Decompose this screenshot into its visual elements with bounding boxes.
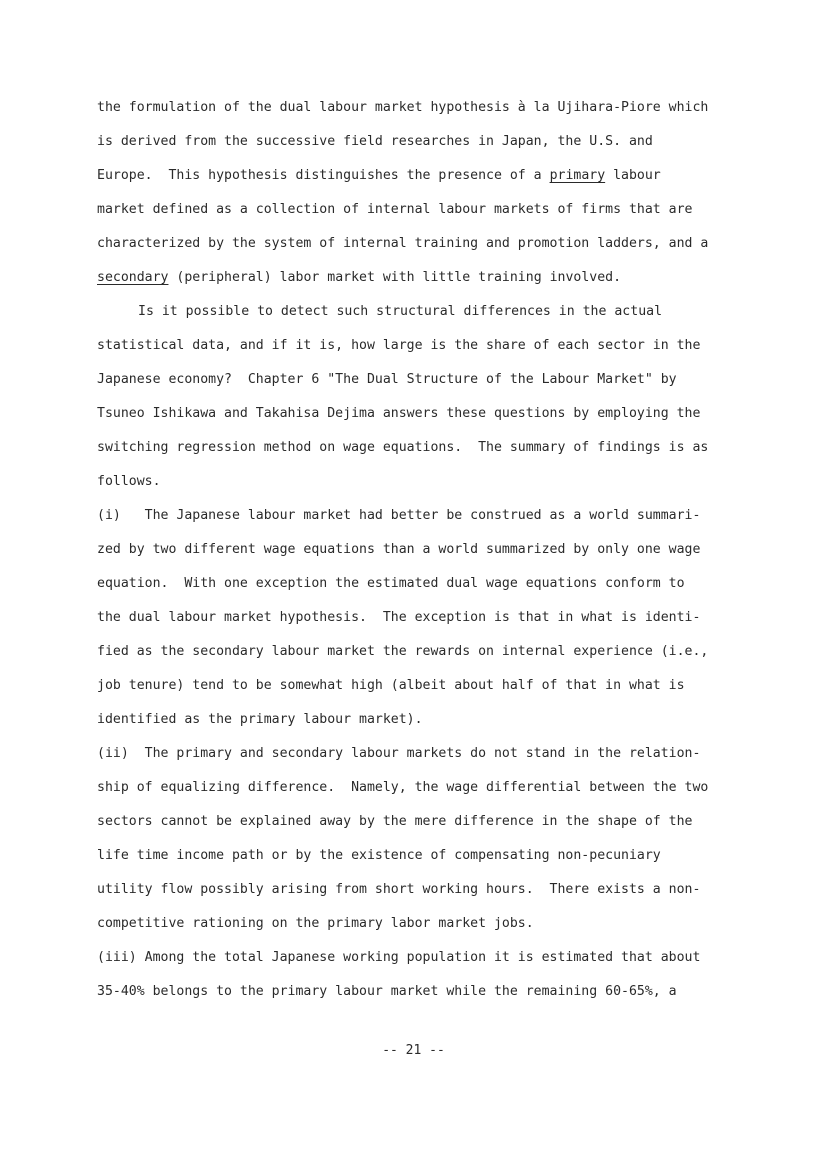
- text-line: the dual labour market hypothesis. The exception is that in what is identi-: [97, 610, 701, 625]
- text-line: fied as the secondary labour market the rewards on internal experience (i.e.,: [97, 644, 709, 659]
- text-line: ship of equalizing difference. Namely, the wage differential between the two: [97, 780, 709, 795]
- text-line: competitive rationing on the primary labor market jobs.: [97, 916, 534, 931]
- text-line: utility flow possibly arising from short working hours. There exists a non-: [97, 882, 701, 897]
- text-line: market defined as a collection of internal labour markets of firms that are: [97, 202, 693, 217]
- text-line: 35-40% belongs to the primary labour market while the remaining 60-65%, a: [97, 984, 677, 999]
- text-line: Is it possible to detect such structural differences in the actual: [138, 304, 663, 319]
- text-line: (ii) The primary and secondary labour markets do not stand in the relation-: [97, 746, 701, 761]
- text-line: is derived from the successive field researches in Japan, the U.S. and: [97, 134, 653, 149]
- page-number: -- 21 --: [382, 1043, 445, 1058]
- text-line: Tsuneo Ishikawa and Takahisa Dejima answers these questions by employing the: [97, 406, 701, 421]
- text-line: sectors cannot be explained away by the mere difference in the shape of the: [97, 814, 693, 829]
- text-line: life time income path or by the existence of compensating non-pecuniary: [97, 848, 661, 863]
- text-line: secondary (peripheral) labor market with little training involved.: [97, 270, 622, 285]
- text-line: switching regression method on wage equations. The summary of findings is as: [97, 440, 709, 455]
- text-line: (iii) Among the total Japanese working population it is estimated that about: [97, 950, 701, 965]
- underlined-term: secondary: [97, 270, 169, 285]
- text-line: Japanese economy? Chapter 6 "The Dual Structure of the Labour Market" by: [97, 372, 677, 387]
- text-line: equation. With one exception the estimated dual wage equations conform to: [97, 576, 685, 591]
- text-line: identified as the primary labour market).: [97, 712, 423, 727]
- text-line: the formulation of the dual labour market hypothesis à la Ujihara-Piore which: [97, 100, 709, 115]
- text-line: characterized by the system of internal training and promotion ladders, and a: [97, 236, 709, 251]
- text-line: (i) The Japanese labour market had better be construed as a world summari-: [97, 508, 701, 523]
- text-line: zed by two different wage equations than a world summarized by only one wage: [97, 542, 701, 557]
- text-line: follows.: [97, 474, 161, 489]
- text-line: job tenure) tend to be somewhat high (albeit about half of that in what is: [97, 678, 685, 693]
- text-line: statistical data, and if it is, how large is the share of each sector in the: [97, 338, 701, 353]
- underlined-term: primary: [549, 168, 606, 183]
- text-line: Europe. This hypothesis distinguishes the presence of a primary labour: [97, 168, 661, 183]
